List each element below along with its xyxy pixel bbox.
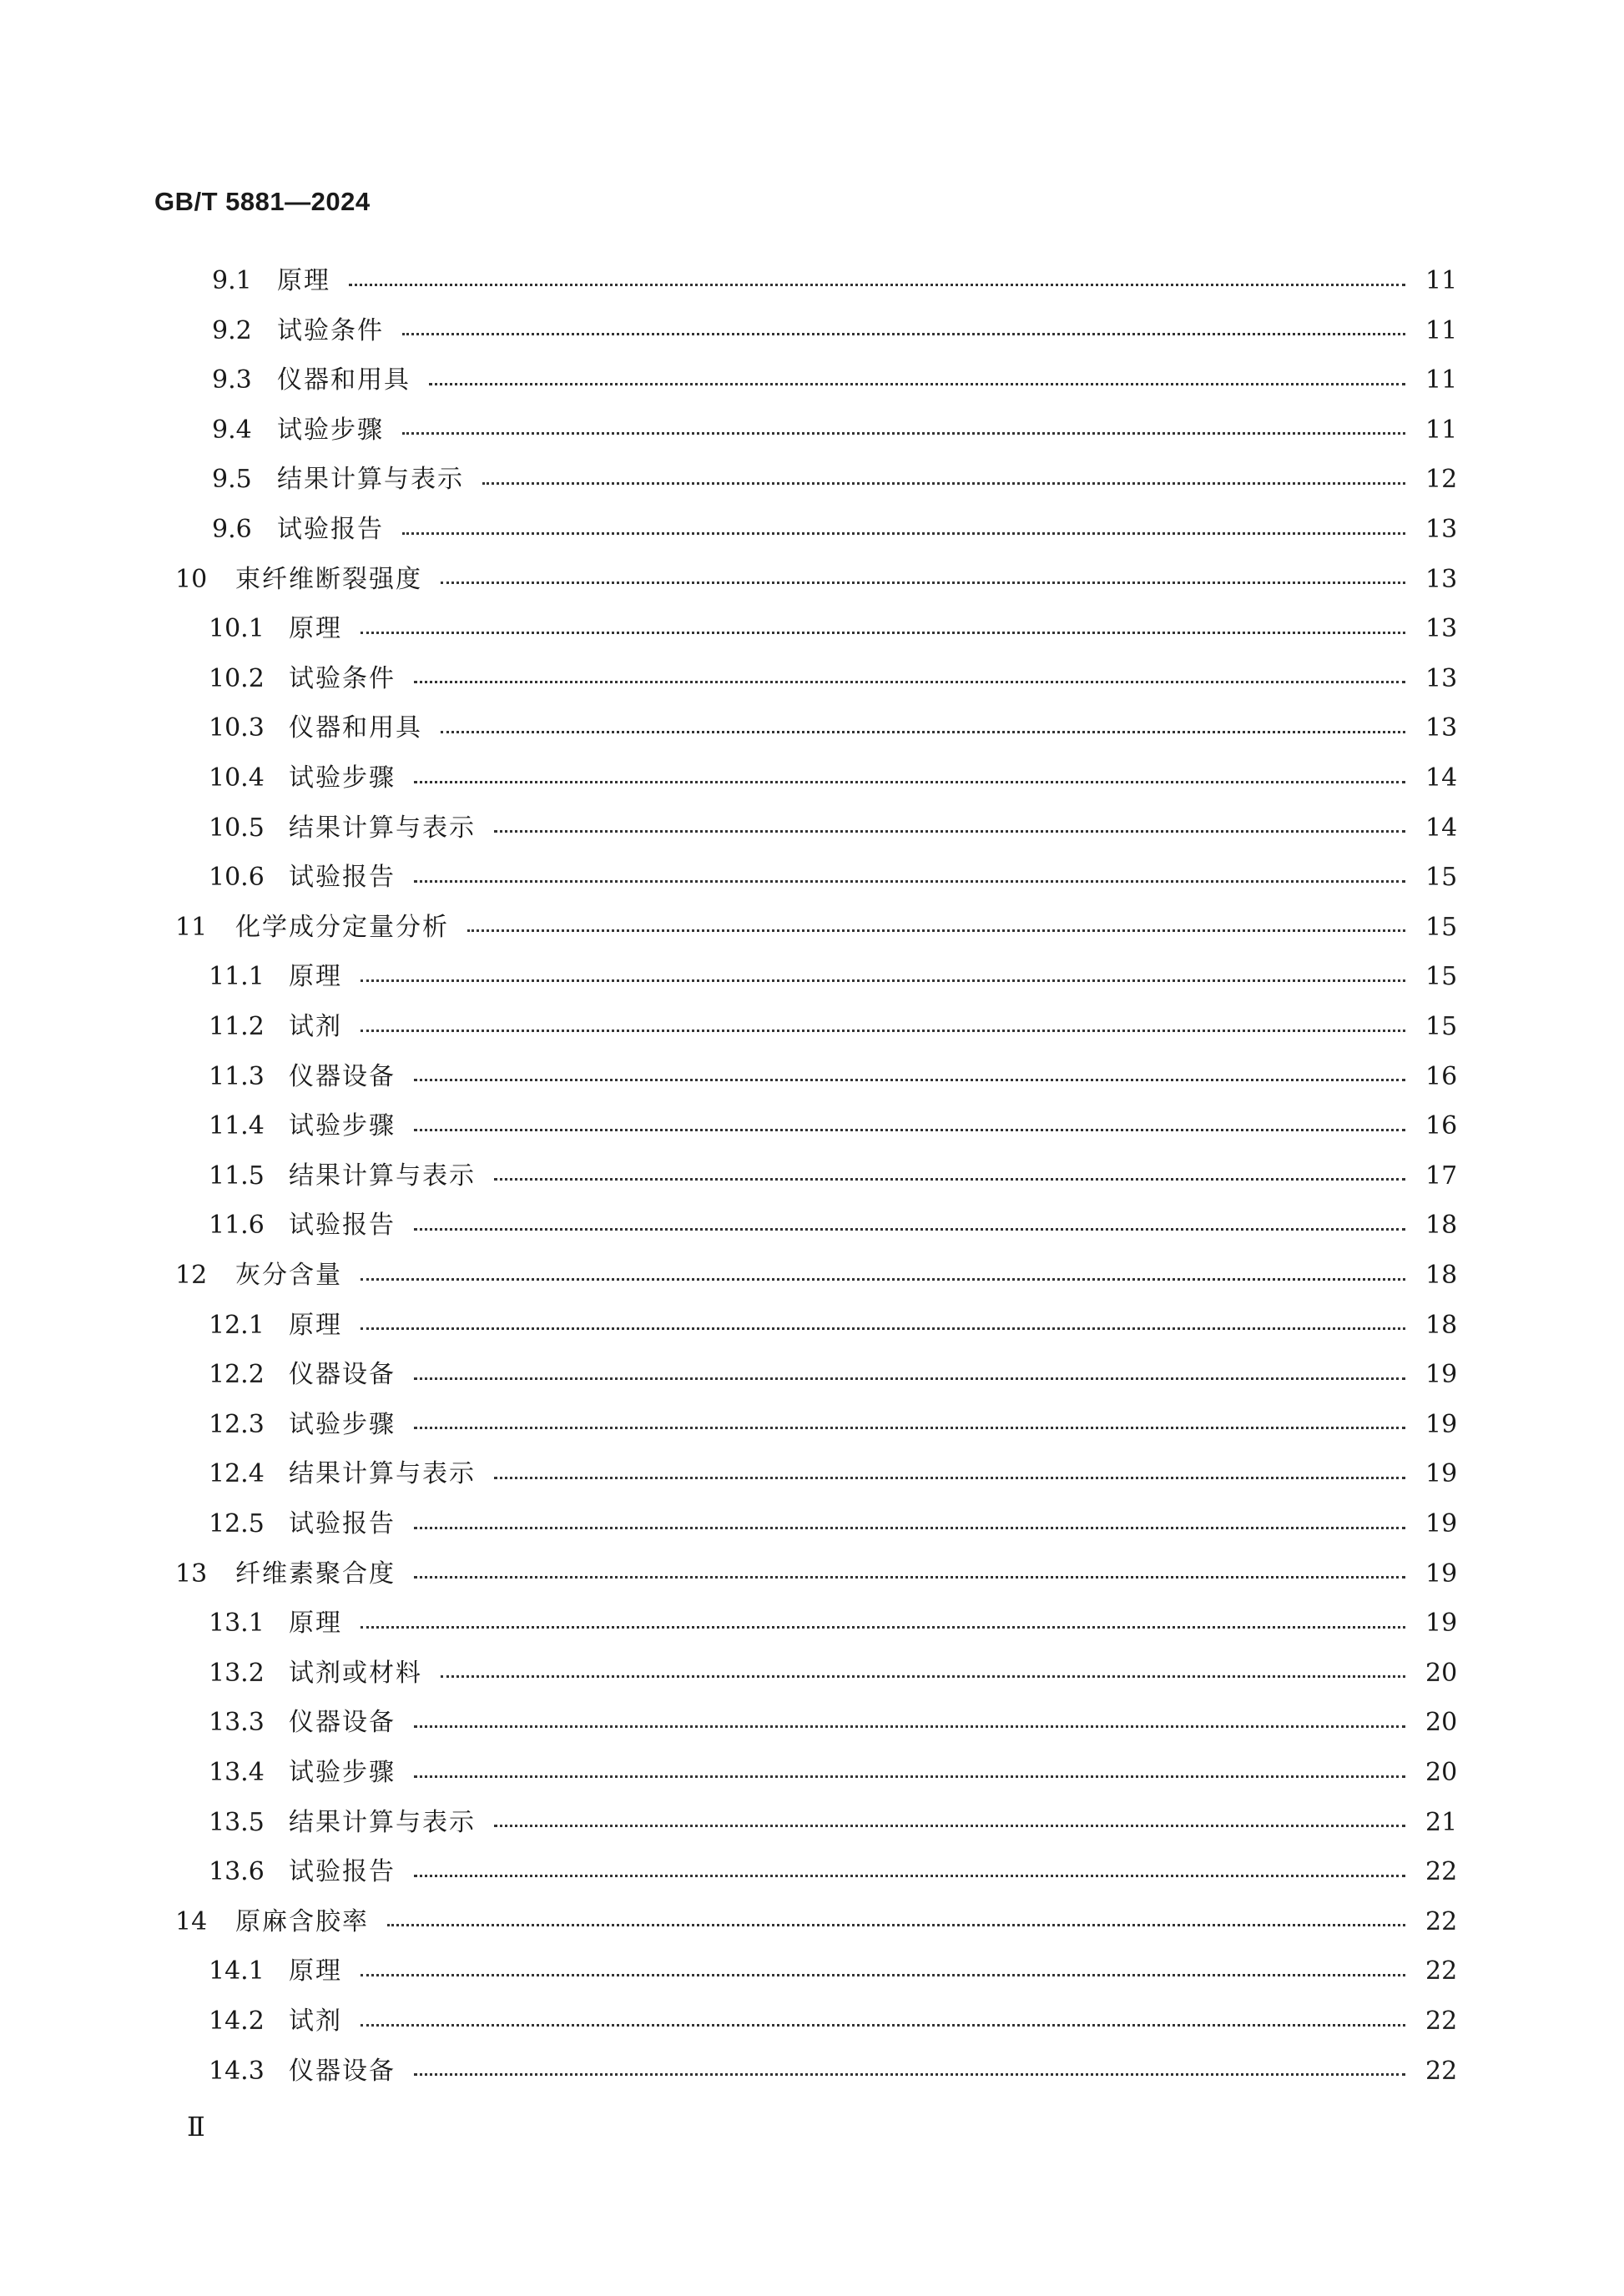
toc-entry-page: 19 — [1425, 1509, 1458, 1538]
toc-entry-title: 试验步骤 — [277, 415, 384, 445]
toc-section-entry[interactable] — [209, 753, 1458, 803]
toc-entry-number: 9.2 — [212, 315, 252, 345]
toc-entry-number: 9.4 — [212, 415, 252, 445]
toc-entry-title: 试剂 — [289, 2006, 342, 2036]
toc-entry-page: 19 — [1425, 1459, 1458, 1489]
toc-entry-title: 仪器设备 — [289, 1360, 396, 1390]
toc-dot-leader — [361, 1278, 1405, 1281]
toc-entry-title: 试验报告 — [277, 515, 384, 544]
toc-entry-number: 12.5 — [209, 1509, 265, 1538]
toc-dot-leader — [414, 1875, 1405, 1877]
toc-entry-title: 试剂 — [289, 1012, 342, 1041]
toc-dot-leader — [361, 979, 1405, 982]
toc-section-entry[interactable] — [209, 1201, 1458, 1251]
toc-entry-page: 22 — [1425, 1906, 1458, 1936]
toc-dot-leader — [349, 284, 1405, 286]
toc-entry-title: 灰分含量 — [235, 1261, 342, 1290]
toc-entry-page: 13 — [1425, 564, 1458, 594]
toc-entry-title: 原麻含胶率 — [235, 1906, 369, 1936]
toc-dot-leader — [494, 1825, 1405, 1827]
toc-entry-title: 原理 — [289, 1310, 342, 1340]
toc-entry-page: 16 — [1425, 1061, 1458, 1091]
toc-entry-title: 仪器和用具 — [289, 713, 422, 743]
toc-entry-title: 原理 — [289, 962, 342, 992]
toc-entry-number: 11.1 — [209, 962, 265, 992]
toc-section-entry[interactable] — [212, 355, 1458, 405]
toc-section-entry[interactable] — [209, 1301, 1458, 1351]
toc-entry-number: 11 — [175, 912, 208, 942]
toc-section-entry[interactable] — [209, 1847, 1458, 1897]
toc-dot-leader — [482, 482, 1405, 485]
toc-entry-title: 仪器设备 — [289, 1061, 396, 1091]
toc-section-entry[interactable] — [209, 1748, 1458, 1798]
toc-section-entry[interactable] — [209, 1400, 1458, 1450]
toc-chapter-entry[interactable] — [175, 1251, 1458, 1301]
toc-entry-title: 试验步骤 — [289, 1758, 396, 1787]
page-number-roman: Ⅱ — [187, 2111, 205, 2142]
toc-dot-leader — [441, 1675, 1405, 1678]
toc-entry-title: 束纤维断裂强度 — [235, 564, 422, 594]
toc-entry-number: 11.6 — [209, 1211, 265, 1241]
toc-entry-title: 试验报告 — [289, 1509, 396, 1538]
toc-chapter-entry[interactable] — [175, 555, 1458, 605]
toc-section-entry[interactable] — [209, 1052, 1458, 1102]
toc-section-entry[interactable] — [212, 306, 1458, 356]
toc-dot-leader — [361, 1974, 1405, 1976]
toc-entry-number: 14.1 — [209, 1956, 265, 1986]
toc-entry-page: 13 — [1425, 663, 1458, 693]
toc-section-entry[interactable] — [209, 604, 1458, 654]
toc-dot-leader — [414, 1576, 1405, 1578]
toc-entry-number: 12 — [175, 1261, 208, 1290]
toc-entry-number: 10.4 — [209, 763, 265, 793]
toc-dot-leader — [361, 1030, 1405, 1032]
toc-dot-leader — [467, 929, 1405, 932]
toc-entry-title: 原理 — [289, 614, 342, 644]
toc-entry-number: 13.3 — [209, 1708, 265, 1738]
toc-chapter-entry[interactable] — [175, 903, 1458, 953]
toc-entry-page: 18 — [1425, 1261, 1458, 1290]
toc-entry-number: 11.5 — [209, 1161, 265, 1191]
toc-entry-title: 试验步骤 — [289, 763, 396, 793]
toc-section-entry[interactable] — [209, 1946, 1458, 1996]
toc-entry-title: 原理 — [277, 266, 330, 295]
toc-entry-page: 14 — [1425, 763, 1458, 793]
toc-entry-page: 20 — [1425, 1658, 1458, 1688]
toc-section-entry[interactable] — [209, 2047, 1458, 2097]
document-id: GB/T 5881—2024 — [154, 187, 371, 216]
toc-entry-title: 试剂或材料 — [289, 1658, 422, 1688]
toc-entry-page: 15 — [1425, 863, 1458, 893]
toc-dot-leader — [414, 2073, 1405, 2076]
toc-entry-title: 试验条件 — [277, 315, 384, 345]
toc-section-entry[interactable] — [209, 1698, 1458, 1748]
toc-dot-leader — [414, 1079, 1405, 1081]
toc-entry-page: 22 — [1425, 1857, 1458, 1887]
toc-entry-number: 10 — [175, 564, 208, 594]
toc-section-entry[interactable] — [209, 703, 1458, 753]
toc-dot-leader — [361, 2024, 1405, 2027]
toc-section-entry[interactable] — [209, 1599, 1458, 1649]
toc-entry-page: 13 — [1425, 713, 1458, 743]
toc-section-entry[interactable] — [209, 1499, 1458, 1549]
toc-entry-title: 试验报告 — [289, 1211, 396, 1241]
toc-entry-page: 16 — [1425, 1111, 1458, 1141]
toc-section-entry[interactable] — [209, 1449, 1458, 1499]
toc-dot-leader — [414, 1228, 1405, 1231]
toc-entry-page: 11 — [1425, 315, 1458, 345]
toc-section-entry[interactable] — [209, 1350, 1458, 1400]
toc-entry-number: 14.2 — [209, 2006, 265, 2036]
toc-entry-title: 结果计算与表示 — [289, 813, 476, 843]
toc-entry-page: 22 — [1425, 1956, 1458, 1986]
toc-entry-number: 13.1 — [209, 1609, 265, 1639]
toc-section-entry[interactable] — [209, 952, 1458, 1002]
toc-dot-leader — [414, 1129, 1405, 1131]
toc-dot-leader — [387, 1924, 1405, 1926]
toc-entry-page: 18 — [1425, 1310, 1458, 1340]
toc-entry-number: 9.3 — [212, 365, 252, 395]
toc-dot-leader — [441, 731, 1405, 733]
toc-dot-leader — [414, 1427, 1405, 1429]
toc-entry-title: 试验条件 — [289, 663, 396, 693]
toc-entry-title: 结果计算与表示 — [289, 1459, 476, 1489]
toc-section-entry[interactable] — [209, 1101, 1458, 1151]
toc-entry-title: 结果计算与表示 — [277, 465, 464, 495]
toc-entry-number: 9.6 — [212, 515, 252, 544]
toc-entry-page: 15 — [1425, 1012, 1458, 1041]
toc-entry-page: 17 — [1425, 1161, 1458, 1191]
toc-entry-title: 结果计算与表示 — [289, 1807, 476, 1837]
toc-dot-leader — [361, 1626, 1405, 1629]
toc-dot-leader — [402, 532, 1405, 535]
toc-section-entry[interactable] — [209, 1002, 1458, 1052]
toc-entry-page: 19 — [1425, 1558, 1458, 1589]
toc-entry-number: 11.2 — [209, 1012, 265, 1041]
toc-entry-page: 15 — [1425, 912, 1458, 942]
toc-section-entry[interactable] — [212, 405, 1458, 456]
toc-entry-number: 9.1 — [212, 266, 252, 295]
toc-entry-page: 19 — [1425, 1409, 1458, 1439]
toc-section-entry[interactable] — [209, 1798, 1458, 1848]
toc-entry-title: 原理 — [289, 1956, 342, 1986]
toc-dot-leader — [361, 632, 1405, 634]
toc-entry-number: 10.1 — [209, 614, 265, 644]
toc-entry-number: 12.4 — [209, 1459, 265, 1489]
toc-entry-page: 15 — [1425, 962, 1458, 992]
toc-chapter-entry[interactable] — [175, 1897, 1458, 1947]
toc-entry-page: 22 — [1425, 2006, 1458, 2036]
toc-entry-number: 13.4 — [209, 1758, 265, 1787]
toc-entry-page: 20 — [1425, 1758, 1458, 1787]
toc-dot-leader — [441, 582, 1405, 584]
toc-entry-page: 12 — [1425, 465, 1458, 495]
toc-entry-page: 18 — [1425, 1211, 1458, 1241]
toc-section-entry[interactable] — [209, 803, 1458, 853]
toc-entry-number: 13.2 — [209, 1658, 265, 1688]
toc-entry-title: 仪器设备 — [289, 2056, 396, 2086]
toc-entry-number: 13 — [175, 1558, 208, 1589]
toc-dot-leader — [414, 1377, 1405, 1380]
toc-dot-leader — [414, 880, 1405, 883]
toc-dot-leader — [414, 681, 1405, 683]
toc-entry-page: 14 — [1425, 813, 1458, 843]
toc-entry-title: 仪器和用具 — [277, 365, 411, 395]
toc-entry-page: 13 — [1425, 515, 1458, 544]
toc-entry-page: 13 — [1425, 614, 1458, 644]
toc-entry-number: 11.4 — [209, 1111, 265, 1141]
toc-entry-number: 14 — [175, 1906, 208, 1936]
toc-section-entry[interactable] — [209, 853, 1458, 903]
toc-dot-leader — [361, 1327, 1405, 1330]
toc-dot-leader — [494, 830, 1405, 833]
toc-entry-title: 试验步骤 — [289, 1111, 396, 1141]
toc-dot-leader — [402, 333, 1405, 335]
toc-dot-leader — [494, 1178, 1405, 1181]
toc-entry-page: 21 — [1425, 1807, 1458, 1837]
toc-section-entry[interactable] — [209, 1996, 1458, 2047]
toc-entry-title: 结果计算与表示 — [289, 1161, 476, 1191]
toc-entry-title: 仪器设备 — [289, 1708, 396, 1738]
toc-entry-number: 12.1 — [209, 1310, 265, 1340]
toc-entry-number: 12.2 — [209, 1360, 265, 1390]
toc-entry-number: 12.3 — [209, 1409, 265, 1439]
toc-dot-leader — [414, 1527, 1405, 1529]
toc-entry-number: 9.5 — [212, 465, 252, 495]
toc-entry-page: 20 — [1425, 1708, 1458, 1738]
toc-entry-number: 14.3 — [209, 2056, 265, 2086]
toc-entry-number: 10.5 — [209, 813, 265, 843]
toc-entry-number: 11.3 — [209, 1061, 265, 1091]
toc-entry-page: 11 — [1425, 266, 1458, 295]
toc-dot-leader — [414, 1725, 1405, 1728]
toc-entry-number: 13.6 — [209, 1857, 265, 1887]
toc-dot-leader — [414, 1775, 1405, 1778]
toc-chapter-entry[interactable] — [175, 1549, 1458, 1599]
toc-entry-page: 11 — [1425, 365, 1458, 395]
toc-section-entry[interactable] — [212, 505, 1458, 555]
toc-entry-title: 试验报告 — [289, 863, 396, 893]
toc-dot-leader — [494, 1477, 1405, 1479]
toc-entry-title: 纤维素聚合度 — [235, 1558, 396, 1589]
toc-entry-page: 11 — [1425, 415, 1458, 445]
toc-section-entry[interactable] — [209, 1151, 1458, 1201]
toc-entry-page: 19 — [1425, 1609, 1458, 1639]
toc-dot-leader — [429, 383, 1405, 385]
toc-entry-number: 10.6 — [209, 863, 265, 893]
toc-section-entry[interactable] — [209, 654, 1458, 704]
toc-entry-number: 10.3 — [209, 713, 265, 743]
toc-dot-leader — [402, 432, 1405, 435]
toc-dot-leader — [414, 781, 1405, 783]
toc-section-entry[interactable] — [212, 455, 1458, 505]
toc-section-entry[interactable] — [212, 256, 1458, 306]
toc-entry-number: 10.2 — [209, 663, 265, 693]
toc-entry-title: 原理 — [289, 1609, 342, 1639]
toc-entry-page: 22 — [1425, 2056, 1458, 2086]
toc-entry-page: 19 — [1425, 1360, 1458, 1390]
toc-section-entry[interactable] — [209, 1649, 1458, 1699]
toc-entry-title: 试验报告 — [289, 1857, 396, 1887]
toc-entry-title: 试验步骤 — [289, 1409, 396, 1439]
toc-entry-title: 化学成分定量分析 — [235, 912, 449, 942]
toc-entry-number: 13.5 — [209, 1807, 265, 1837]
